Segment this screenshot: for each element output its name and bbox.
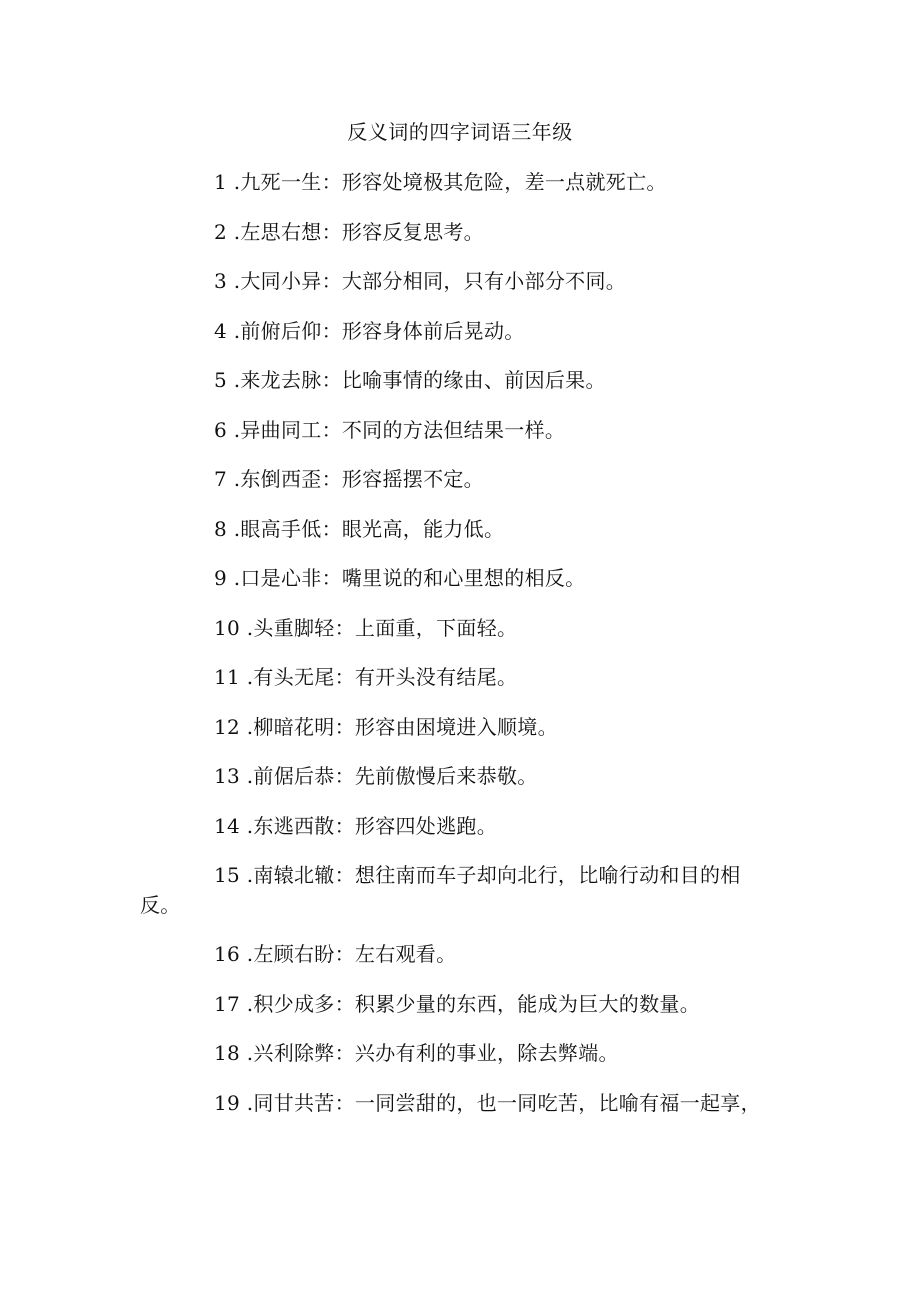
entry-number: 9 (214, 566, 228, 590)
entry-separator: . (240, 615, 254, 640)
list-item (140, 416, 780, 446)
list-item (140, 861, 780, 920)
entry-number: 13 (214, 764, 241, 788)
entry-term: 积少成多 (253, 991, 335, 1016)
entry-number: 7 (214, 467, 228, 491)
list-item (140, 990, 780, 1020)
entry-term: 大同小异 (240, 269, 322, 293)
entry-definition: 上面重，下面轻。 (354, 615, 518, 640)
entry-colon: ： (334, 1090, 355, 1115)
entry-separator: . (227, 516, 241, 541)
entry-term: 来龙去脉 (240, 368, 322, 392)
list-item (140, 1089, 780, 1119)
entry-term: 眼高手低 (240, 516, 322, 541)
entry-definition: 形容摇摆不定。 (341, 467, 484, 491)
list-item (140, 218, 780, 248)
entry-definition: 不同的方法但结果一样。 (341, 417, 566, 442)
entry-term: 左顾右盼 (253, 942, 335, 966)
page-title: 反义词的四字词语三年级 (347, 120, 573, 144)
entry-definition: 先前傲慢后来恭敬。 (354, 764, 538, 788)
list-item (140, 940, 780, 970)
entry-separator: . (240, 813, 254, 838)
list-item (140, 1039, 780, 1069)
entry-number: 16 (214, 942, 241, 966)
entry-separator: . (227, 318, 241, 343)
entry-colon: ： (334, 764, 355, 788)
entry-number: 4 (214, 318, 228, 343)
entry-colon: ： (334, 714, 355, 739)
entry-separator: . (227, 467, 241, 491)
entry-separator: . (240, 1090, 254, 1115)
list-item (140, 168, 780, 198)
list-item (140, 366, 780, 396)
entry-separator: . (240, 665, 254, 689)
entry-number: 12 (214, 714, 241, 739)
entry-colon: ： (321, 467, 342, 491)
list-item (140, 564, 780, 594)
entry-definition: 嘴里说的和心里想的相反。 (341, 566, 586, 590)
entry-definition: 形容处境极其危险，差一点就死亡。 (341, 170, 667, 194)
entry-colon: ： (334, 665, 355, 689)
entry-separator: . (227, 170, 241, 194)
idiom-list (140, 168, 780, 1138)
list-item (140, 267, 780, 297)
entry-definition: 左右观看。 (354, 942, 457, 966)
entry-definition: 形容四处逃跑。 (354, 813, 498, 838)
entry-definition: 一同尝甜的，也一同吃苦，比喻有福一起享， (354, 1090, 761, 1115)
entry-term: 左思右想 (240, 219, 322, 244)
entry-definition: 形容身体前后晃动。 (341, 318, 525, 343)
entry-colon: ： (321, 170, 342, 194)
entry-term: 前俯后仰 (240, 318, 322, 343)
entry-separator: . (240, 764, 254, 788)
list-item (140, 614, 780, 644)
entry-colon: ： (334, 615, 355, 640)
entry-definition: 有开头没有结尾。 (354, 665, 518, 689)
entry-term: 口是心非 (240, 566, 322, 590)
entry-definition: 兴办有利的事业，除去弊端。 (354, 1041, 619, 1065)
entry-term: 东逃西散 (253, 813, 335, 838)
entry-term: 东倒西歪 (240, 467, 322, 491)
list-item (140, 465, 780, 495)
entry-term: 九死一生 (240, 170, 322, 194)
list-item (140, 812, 780, 842)
entry-separator: . (227, 219, 241, 244)
entry-separator: . (227, 368, 241, 392)
entry-colon: ： (321, 269, 342, 293)
list-item (140, 317, 780, 347)
entry-definition: 想往南而车子却向北行，比喻行动和目的相反。 (140, 863, 741, 917)
entry-separator: . (240, 942, 254, 966)
entry-definition: 形容由困境进入顺境。 (354, 714, 558, 739)
entry-colon: ： (321, 417, 342, 442)
entry-number: 14 (214, 813, 241, 838)
entry-number: 18 (214, 1041, 241, 1065)
entry-definition: 形容反复思考。 (341, 219, 484, 244)
entry-separator: . (227, 417, 241, 442)
entry-number: 6 (214, 417, 228, 442)
entry-colon: ： (321, 516, 342, 541)
entry-colon: ： (334, 813, 355, 838)
entry-separator: . (227, 269, 241, 293)
entry-number: 10 (214, 615, 241, 640)
entry-definition: 比喻事情的缘由、前因后果。 (341, 368, 606, 392)
list-item (140, 762, 780, 792)
entry-number: 1 (214, 170, 228, 194)
entry-term: 兴利除弊 (253, 1041, 335, 1065)
entry-number: 3 (214, 269, 228, 293)
entry-number: 15 (214, 863, 241, 887)
entry-term: 柳暗花明 (253, 714, 335, 739)
entry-number: 5 (214, 368, 228, 392)
entry-colon: ： (321, 318, 342, 343)
entry-colon: ： (334, 991, 355, 1016)
entry-term: 有头无尾 (253, 665, 335, 689)
entry-separator: . (240, 714, 254, 739)
entry-number: 8 (214, 516, 228, 541)
entry-colon: ： (334, 1041, 355, 1065)
entry-number: 11 (214, 665, 241, 689)
entry-number: 19 (214, 1090, 241, 1115)
entry-number: 17 (214, 991, 241, 1016)
list-item (140, 713, 780, 743)
entry-separator: . (240, 1041, 254, 1065)
list-item (140, 663, 780, 693)
entry-term: 南辕北辙 (253, 863, 335, 887)
entry-colon: ： (321, 368, 342, 392)
entry-term: 前倨后恭 (253, 764, 335, 788)
entry-separator: . (227, 566, 241, 590)
entry-colon: ： (334, 863, 355, 887)
entry-term: 同甘共苦 (253, 1090, 335, 1115)
entry-colon: ： (321, 566, 342, 590)
entry-definition: 大部分相同，只有小部分不同。 (341, 269, 627, 293)
entry-colon: ： (321, 219, 342, 244)
entry-separator: . (240, 863, 254, 887)
entry-definition: 眼光高，能力低。 (341, 516, 505, 541)
entry-colon: ： (334, 942, 355, 966)
list-item (140, 515, 780, 545)
entry-number: 2 (214, 219, 228, 244)
entry-term: 异曲同工 (240, 417, 322, 442)
entry-separator: . (240, 991, 254, 1016)
entry-term: 头重脚轻 (253, 615, 335, 640)
entry-definition: 积累少量的东西，能成为巨大的数量。 (354, 991, 701, 1016)
